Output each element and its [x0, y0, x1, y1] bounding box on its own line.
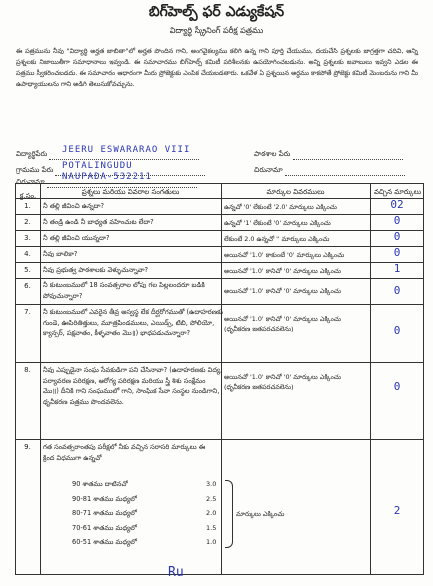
row-divider: [16, 304, 423, 305]
signature: Ru: [168, 565, 184, 580]
village-value: POTALINGUDU: [62, 161, 133, 171]
row-3-question: నీ తల్లి జీవించి యున్నదా?: [43, 234, 110, 242]
col-divider-1: [40, 184, 41, 574]
address-label: చిరునామా: [16, 178, 45, 186]
row-divider: [16, 198, 423, 199]
row-6-score[interactable]: 0: [393, 284, 401, 297]
row-6-marks: అయినచో '1.0' కానిచో '0' మార్కులు ఎక్కించు: [224, 287, 341, 295]
row-7-marks: అయినచో '1.0' కానిచో '0' మార్కులు ఎక్కించు (ధృవీకరణ జతపరచవలెను): [224, 315, 341, 333]
slab-points-2: 2.5: [206, 494, 217, 503]
row-8-marks: అయినచో '1.0' కానిచో '0' మార్కులు ఎక్కించు (ధృవీకరణ జతపరచవలెను): [224, 373, 341, 391]
address-line-right: [285, 165, 405, 176]
row-4-sno: 4.: [24, 250, 31, 258]
slab-range-2: 90-81 శాతము మధ్యలో: [72, 494, 137, 503]
form-title: బిగ్‌హెల్ప్ ఫర్ ఎడ్యుకేషన్: [148, 4, 285, 20]
village-label: గ్రామము పేరు: [16, 166, 54, 174]
row-3-score[interactable]: 0: [393, 230, 401, 243]
row-2-sno: 2.: [24, 218, 31, 226]
row-5-score[interactable]: 1: [393, 262, 401, 275]
row-6-sno: 6.: [24, 282, 31, 290]
school-name-line: [293, 149, 403, 160]
header-score: వచ్చిన మార్కులు: [373, 188, 422, 196]
slab-points-4: 1.5: [206, 523, 217, 532]
slab-range-5: 60-51 శాతము మధ్యలో: [72, 538, 137, 546]
student-name-value: JEERU ESWARARAO VIII: [62, 145, 191, 155]
slab-range-4: 70-61 శాతము మధ్యలో: [72, 523, 137, 532]
row-2-marks: ఉన్నచో '1' లేకుంటే '0' మార్కులు ఎక్కించు: [224, 219, 331, 227]
row-5-marks: అయినచో '1.0' కానిచో '0' మార్కులు ఎక్కించు: [224, 267, 341, 275]
row-1-sno: 1.: [24, 202, 31, 210]
row-divider: [16, 230, 423, 231]
slab-points-1: 3.0: [206, 480, 217, 488]
row-8-sno: 8.: [24, 366, 31, 374]
row-9-sno: 9.: [24, 443, 31, 451]
row-divider: [16, 439, 423, 440]
row-6-question: నీ కుటుంబములో 18 సంవత్సరాల లోపు గల పిల్లలందరూ బడికి పోవుచున్నారా?: [43, 281, 205, 300]
row-4-question: నీవు బాలికా?: [43, 250, 78, 258]
header-sno: క్ర.సం.: [19, 192, 37, 200]
school-name-label: పాఠశాల పేరు: [254, 150, 291, 158]
row-5-sno: 5.: [24, 266, 31, 274]
row-1-score[interactable]: 02: [390, 198, 404, 211]
address-value: NAUPADA-532211: [62, 172, 152, 182]
slab-range-1: 90 శాతము దాటినచో: [72, 480, 128, 488]
row-3-marks: లేకుంటే 2.0 ఉన్నచో '' మార్కులు ఎక్కించు: [224, 235, 330, 243]
row-1-marks: ఉన్నచో '0' లేకుంటే '2.0' మార్కులు ఎక్కించు: [224, 203, 337, 211]
row-5-question: నీవు ప్రభుత్వ పాఠశాలకు వెళ్ళుచున్నావా?: [43, 266, 149, 274]
row-divider: [16, 214, 423, 215]
row-3-sno: 3.: [24, 234, 31, 242]
row-2-question: నీ తండ్రి ఉండి నీ బాధ్యత వహించుట లేదా?: [43, 218, 154, 226]
row-2-score[interactable]: 0: [393, 214, 401, 227]
school-name-field[interactable]: [254, 149, 403, 160]
row-divider: [16, 262, 423, 263]
row-1-question: నీ తల్లి జీవించి ఉన్నదా?: [43, 202, 104, 210]
row-9-score[interactable]: 2: [393, 504, 401, 517]
row-7-score[interactable]: 0: [393, 324, 401, 337]
row-9-marks: మార్కులు ఎక్కించు: [236, 510, 285, 518]
row-9-slab-points: [206, 477, 216, 550]
row-4-score[interactable]: 0: [393, 246, 401, 259]
address-field-right[interactable]: [254, 165, 405, 176]
header-question: ప్రశ్నలు మరియు వివరాల సంగతులు: [81, 188, 180, 196]
col-divider-3: [370, 184, 371, 574]
instructions-paragraph: ఈ పత్రమును నీవు "విద్యార్థి అర్హత జాబితా"లో అర్హత పొందిన గాని, అంగవైకల్యము కలిగి ఉన్న గాని పూర్తి చేయుము, దయచేసి ప్రశ్నలకు జాగ్రత్తగా చదివి, ఆన్ని ప్రశ్నలకు నిజాయితీగా సమాధానాలు ఇవ్వండి. ఈ సమాచారము బిగ్‌హెల్ప్ కమిటీ పరిశీలనకు ఉపయోగించబడును. అన్ని ప్రశ్నలకు జవాబులు ఇవ్వని ఎడల ఈ పత్రము స్వీకరించబడదు. ఈ సమాచారం ఆధారంగా మీరు ప్రోజెక్టుకు ఎంపిక చేయబడతారు. ఒకవేళ ఏ ప్రశ్నయిన అర్థము కాకపోతే ప్రోజెక్టు కమిటీ మెంబరును గాని మీ ఉపాధ్యాయులను గాని అడిగి తెలుసుకోవచ్చును.: [16, 47, 418, 88]
row-divider: [16, 246, 423, 247]
slab-points-3: 2.0: [206, 509, 217, 517]
row-7-question: నీ కుటుంబములో ఎవరైన తీవ్ర అస్వస్థ లేక దీర్ఘరోగముతో (ఉదాహరణకు గుండె, ఊపిరితిత్తులు, మూత్రపిండములు, ఎయిడ్స్, టిబి, పోలియో, క్యాన్సర్, పక్షవాతం, కీళ్ళవాతం మొ॥) భాధపడుచున్నారా?: [43, 308, 223, 337]
row-7-sno: 7.: [24, 308, 31, 316]
row-divider: [16, 362, 423, 363]
row-9-question: గత సంవత్సరాంతపు పరీక్షలో నీకు వచ్చిన సరాసరి మార్కులు ఈ క్రింద విధముగా ఉన్నచో: [43, 443, 206, 462]
row-9-bracket: [225, 480, 233, 548]
form-subtitle: విద్యార్థి స్క్రీనింగ్ పరీక్ష పత్రము: [169, 26, 264, 35]
row-9-slab-ranges: [56, 477, 196, 550]
slab-points-5: 1.0: [206, 538, 217, 546]
header-marks: మార్కుల వివరములు: [266, 188, 325, 196]
slab-range-3: 80-71 శాతము మధ్యలో: [72, 509, 137, 517]
row-8-score[interactable]: 0: [393, 380, 401, 393]
row-8-question: నీవు ఎప్పుడైనా సంఘ సేవకుడిగా పని చేసినావా? (ఉదాహరణకు విద్య, పర్యావరణ పరిరక్షణ, ఆరోగ్య పరిరక్షణ మరియు స్త్రీ శిశు సంక్షేమం మొ॥) దీనికి గాని సంఘములో గాని, సాంఘిక సేవా సంస్థల నుండిగాని, ధృవీకరణ పత్రము పొందవలెను.: [43, 366, 223, 406]
student-name-label: విద్యార్థిపేరు: [16, 150, 48, 158]
row-divider: [16, 278, 423, 279]
screening-table: [15, 183, 424, 575]
address-label-right: చిరునామా: [254, 166, 283, 174]
row-4-marks: అయినచో '1.0' కాకుంటే '0' మార్కులు ఎక్కించు: [224, 251, 345, 259]
